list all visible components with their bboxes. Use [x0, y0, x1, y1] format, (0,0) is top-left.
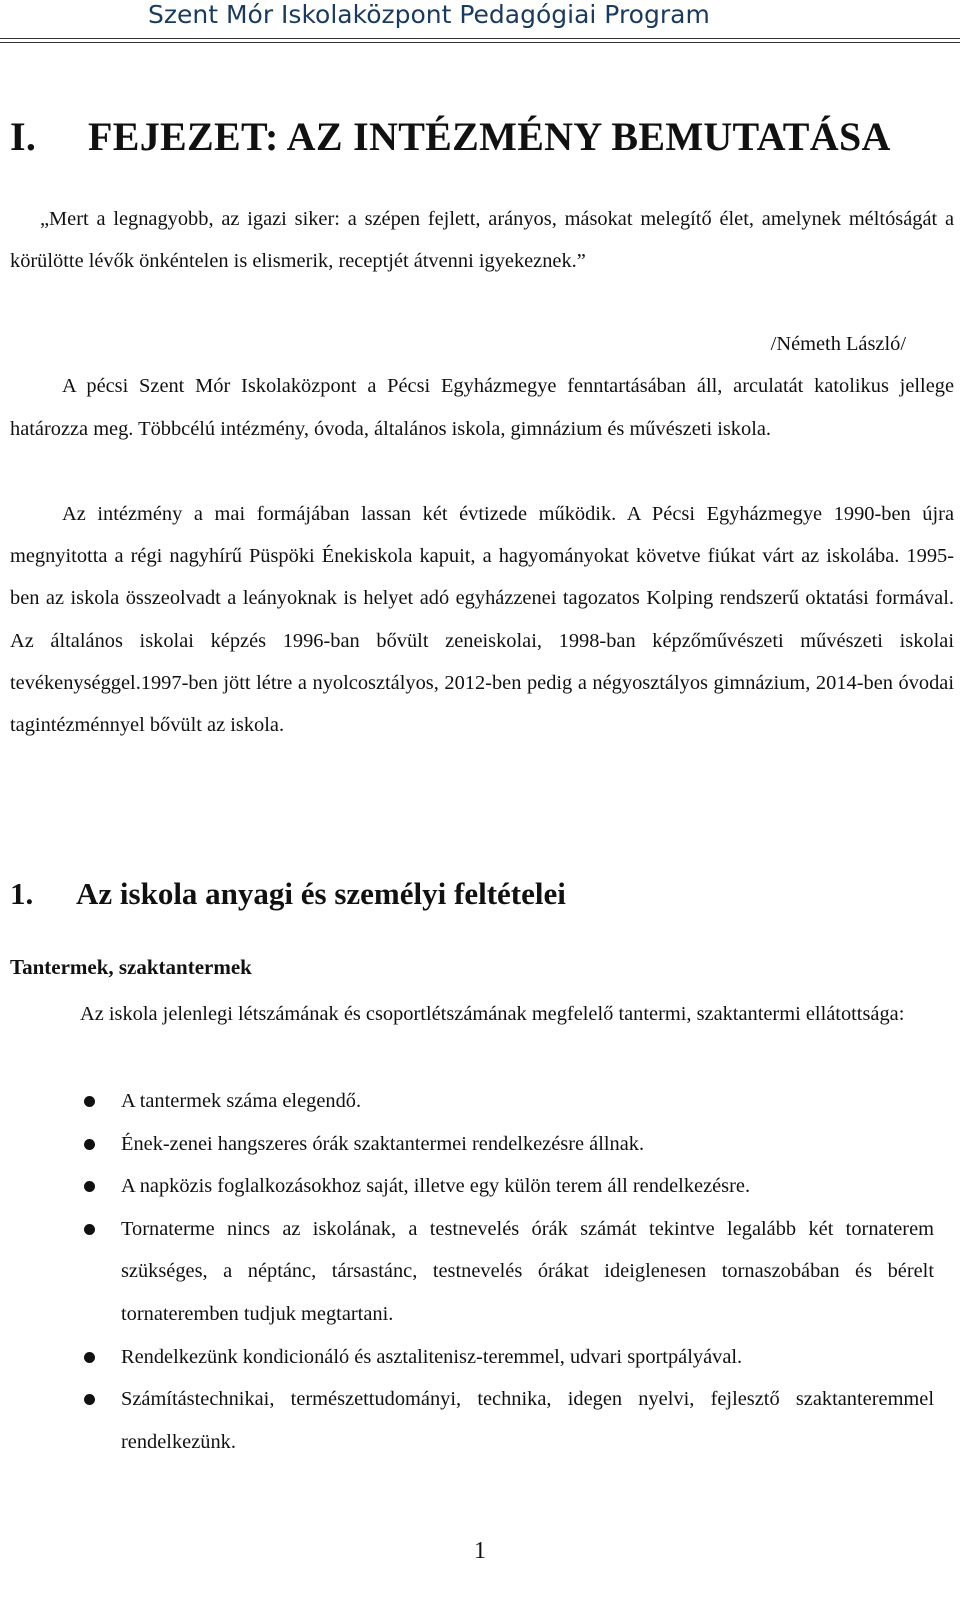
list-item-text: Számítástechnikai, természettudományi, technika, idegen nyelvi, fejlesztő szaktanteremmel rendelkezünk.	[121, 1388, 934, 1453]
page-number: 1	[474, 1538, 486, 1564]
subsection-intro: Az iskola jelenlegi létszámának és csoportlétszámának megfelelő tantermi, szaktantermi ellátottsága:	[80, 1003, 905, 1025]
list-item-text: Tornaterme nincs az iskolának, a testnevelés órák számát tekintve legalább két tornaterem szükséges, a néptánc, társastánc, testnevelés órákat ideiglenesen tornaszobában és bérelt tornateremben tudjuk megtartani.	[121, 1217, 934, 1325]
list-item	[0, 1336, 960, 1379]
list-item-text: A napközis foglalkozásokhoz saját, illetve egy külön terem áll rendelkezésre.	[121, 1175, 751, 1198]
section-title-text: Az iskola anyagi és személyi feltételei	[76, 876, 566, 911]
chapter-title-text: FEJEZET: AZ INTÉZMÉNY BEMUTATÁSA	[88, 114, 891, 159]
list-item	[0, 1165, 960, 1208]
chapter-number: I.	[10, 114, 37, 159]
bullet-icon	[84, 1181, 95, 1192]
bullet-icon	[84, 1224, 95, 1235]
paragraph-intro: A pécsi Szent Mór Iskolaközpont a Pécsi Egyházmegye fenntartásában áll, arculatát katolikus jellege határozza meg. Többcélú intézmény, óvoda, általános iskola, gimnázium és művészeti iskola.	[10, 375, 954, 440]
list-item	[0, 1080, 960, 1123]
quote-attribution: /Németh László/	[770, 333, 906, 355]
list-item	[0, 1378, 960, 1463]
list-item-text: A tantermek száma elegendő.	[121, 1090, 362, 1112]
header-rule	[0, 38, 960, 39]
bullet-icon	[84, 1394, 95, 1405]
quote-text: „Mert a legnagyobb, az igazi siker: a szépen fejlett, arányos, másokat melegítő élet, amelynek méltóságát a körülötte lévők önkéntelen is elismerik, receptjét átvenni igyekeznek.”	[10, 208, 954, 273]
list-item-text: Ének-zenei hangszeres órák szaktantermei rendelkezésre állnak.	[121, 1132, 645, 1155]
subsection-title: Tantermek, szaktantermek	[10, 955, 252, 979]
bullet-icon	[84, 1139, 95, 1150]
paragraph-history: Az intézmény a mai formájában lassan két évtizede működik. A Pécsi Egyházmegye 1990-ben újra megnyitotta a régi nagyhírű Püspöki Énekiskola kapuit, a hagyományokat követve fiúkat várt az iskolába. 1995-ben az iskola összeolvadt a leányoknak is helyet adó egyházzenei tagozatos Kolping rendszerű oktatási formával. Az általános iskolai képzés 1996-ban bővült zeneiskolai, 1998-ban képzőművészeti művészeti iskolai tevékenységgel.1997-ben jött létre a nyolcosztályos, 2012-ben pedig a négyosztályos gimnázium, 2014-ben óvodai tagintézménnyel bővült az iskola.	[10, 503, 954, 737]
section-title	[10, 876, 566, 912]
running-header: Szent Mór Iskolaközpont Pedagógiai Program	[148, 0, 710, 29]
list-item	[0, 1123, 960, 1166]
header-rule-thin	[0, 42, 960, 43]
chapter-title	[10, 113, 891, 160]
bullet-icon	[84, 1096, 95, 1107]
list-item-text: Rendelkezünk kondicionáló és asztalitenisz-teremmel, udvari sportpályával.	[121, 1345, 743, 1368]
bullet-icon	[84, 1352, 95, 1363]
list-item	[0, 1208, 960, 1336]
facilities-list	[0, 1080, 960, 1463]
section-number: 1.	[10, 876, 34, 911]
